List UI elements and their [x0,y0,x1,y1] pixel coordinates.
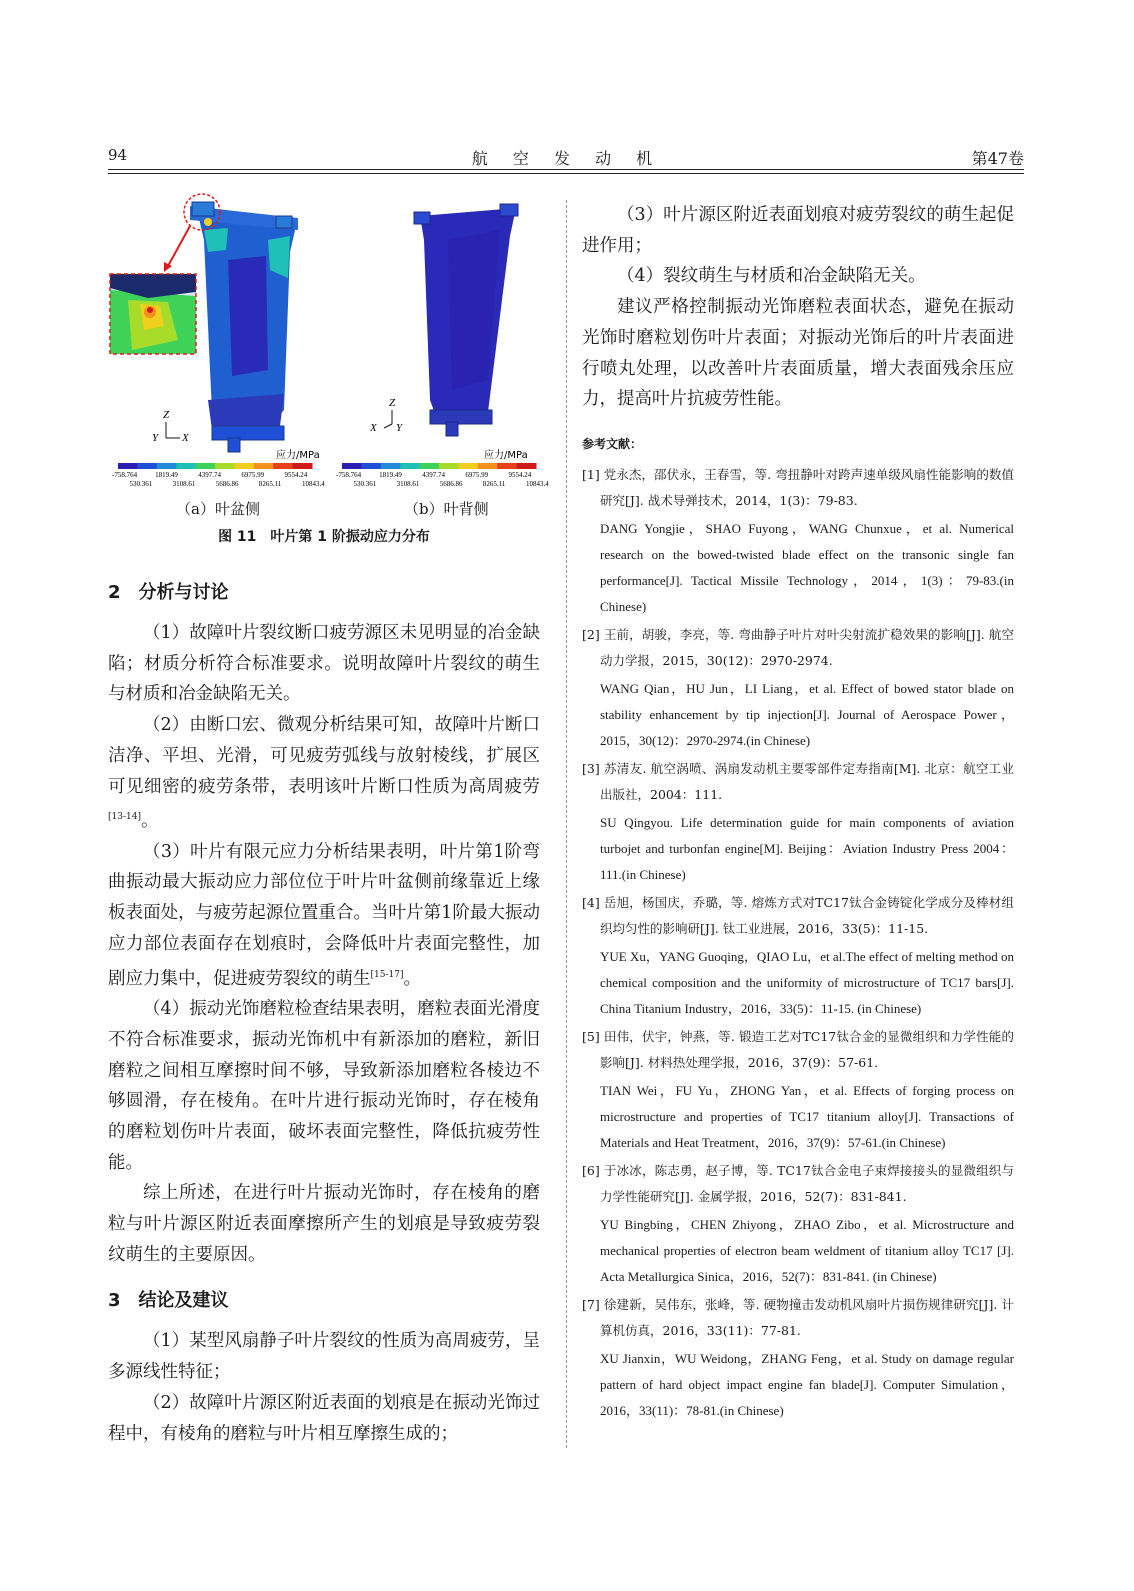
colorbar-tick-label: 9554.24 [284,471,308,479]
section-3-para-3: （3）叶片源区附近表面划痕对疲劳裂纹的萌生起促进作用； [582,205,1014,256]
colorbar-segment [254,463,274,469]
colorbar-segment [517,463,537,469]
colorbar-a [118,463,313,469]
legend-title-a: 应力/MPa [276,450,320,461]
figure-11 [108,200,549,560]
section-3-para-1: （1）某型风扇静子叶片裂纹的性质为高周疲劳，呈多源线性特征； [108,1331,540,1383]
colorbar-tick-label: 8265.11 [482,480,506,488]
reference-item-cn: [3] 苏清友. 航空涡喷、涡扇发动机主要零部件定寿指南[M]. 北京：航空工业出版社，2004：111. [582,760,1014,802]
citation: [15-17] [370,969,404,980]
colorbar-tick-label: 10843.4 [526,480,549,488]
reference-item-cn: [4] 岳旭，杨国庆，乔璐，等. 熔炼方式对TC17钛合金铸锭化学成分及棒材组织均匀性的影响研[J]. 钛工业进展，2016，33(5)：11-15. [582,894,1014,936]
colorbar-tick-label: 6975.99 [241,471,265,479]
axis-triad-b [369,397,404,434]
svg-text:X: X [182,432,189,444]
colorbar-tick-label: 3108.61 [396,480,420,488]
fe-stress-plot [108,200,549,495]
header-rule-thin [108,173,1024,174]
colorbar-segment [361,463,381,469]
svg-text:Y: Y [152,432,159,444]
colorbar-tick-label: -758.764 [112,471,138,479]
blade-a [190,202,298,452]
colorbar-segment [478,463,498,469]
reference-list [582,462,1014,1424]
colorbar-segment [273,463,293,469]
right-column [582,200,1014,1426]
reference-item-en: YU Bingbing，CHEN Zhiyong，ZHAO Zibo，et al. Microstructure and mechanical properties of electron beam weldment of titanium alloy TC17 [J]. Acta Metallurgica Sinica，2016，52(7)：831-841. (in Chinese) [600,1216,1014,1284]
reference-item-cn: [6] 于冰冰，陈志勇，赵子博，等. TC17钛合金电子束焊接接头的显微组织与力学性能研究[J]. 金属学报，2016，52(7)：831-841. [582,1162,1014,1204]
colorbar-segment [497,463,517,469]
colorbar-ticks-a [112,471,325,488]
colorbar-tick-label: 1819.49 [379,471,402,479]
colorbar-ticks-b [336,471,549,488]
colorbar-tick-label: 3108.61 [172,480,196,488]
page-number: 94 [108,146,128,164]
section-3-para-2: （2）故障叶片源区附近表面的划痕是在振动光饰过程中，有棱角的磨粒与叶片相互摩擦生成的； [108,1392,540,1444]
left-column [108,200,549,1449]
colorbar-tick-label: 8265.11 [258,480,282,488]
colorbar-segment [157,463,177,469]
colorbar-tick-label: -758.764 [336,471,362,479]
reference-item-en: YUE Xu，YANG Guoqing，QIAO Lu，et al.The effect of melting method on chemical composition and the uniformity of microstructure of TC17 bars[J]. China Titanium Industry，2016，33(5)：11-15. (in Chinese) [600,948,1014,1016]
references-heading: 参考文献： [582,436,643,451]
section-2-para-2: （2）由断口宏、微观分析结果可知，故障叶片断口洁净、平坦、光滑，可见疲劳弧线与放射棱线，扩展区可见细密的疲劳条带，表明该叶片断口性质为高周疲劳[13-14]。 [108,715,540,832]
colorbar-segment [176,463,196,469]
colorbar-segment [342,463,362,469]
colorbar-tick-label: 5686.86 [215,480,239,488]
citation: [13-14] [108,812,141,823]
svg-text:Y: Y [396,422,403,434]
inset-zoom [110,274,196,354]
colorbar-segment [420,463,440,469]
section-2-para-1: （1）故障叶片裂纹断口疲劳源区未见明显的冶金缺陷；材质分析符合标准要求。说明故障叶片裂纹的萌生与材质和冶金缺陷无关。 [108,623,540,705]
colorbar-segment [234,463,254,469]
journal-title: 航 空 发 动 机 [471,149,663,168]
figure-title: 图 11 叶片第 1 阶振动应力分布 [218,529,430,545]
reference-item-cn: [1] 党永杰，邵伏永，王春雪，等. 弯扭静叶对跨声速单级风扇性能影响的数值研究[J]. 战术导弹技术，2014，1(3)：79-83. [582,466,1014,508]
colorbar-segment [137,463,157,469]
header-rule [108,169,1024,170]
colorbar-segment [439,463,459,469]
reference-item-en: SU Qingyou. Life determination guide for main components of aviation turbojet and turbonfan engine[M]. Beijing：Aviation Industry Press 2004：111.(in Chinese) [600,814,1014,882]
colorbar-tick-label: 4397.74 [198,471,221,479]
section-3-para-4: （4）裂纹萌生与材质和冶金缺陷无关。 [617,266,926,287]
colorbar-b [342,463,537,469]
colorbar-segment [196,463,216,469]
colorbar-tick-label: 1819.49 [155,471,178,479]
colorbar-segment [381,463,401,469]
caption-b: （b）叶背侧 [404,500,489,518]
colorbar-tick-label: 530.361 [353,480,377,488]
reference-item-cn: [7] 徐建新，吴伟东，张峰，等. 硬物撞击发动机风扇叶片损伤规律研究[J]. 计算机仿真，2016，33(11)：77-81. [582,1296,1014,1338]
colorbar-tick-label: 4397.74 [422,471,445,479]
section-2-heading: 2 分析与讨论 [108,582,229,603]
colorbar-segment [293,463,313,469]
svg-text:X: X [370,422,377,434]
legend-title-b: 应力/MPa [484,450,528,461]
reference-item-en: DANG Yongjie，SHAO Fuyong，WANG Chunxue，et al. Numerical research on the bowed-twisted blade effect on the transonic single fan performance[J]. Tactical Missile Technology，2014，1(3)：79-83.(in Chinese) [600,520,1014,614]
reference-item-en: XU Jianxin，WU Weidong，ZHANG Feng，et al. Study on damage regular pattern of hard object impact engine fan blade[J]. Computer Simulation，2016，33(11)：78-81.(in Chinese) [600,1350,1014,1418]
svg-text:Z: Z [389,397,396,409]
svg-text:Z: Z [163,409,170,421]
colorbar-tick-label: 5686.86 [439,480,463,488]
volume-label: 第47卷 [971,149,1024,168]
section-2-para-3: （3）叶片有限元应力分析结果表明，叶片第1阶弯曲振动最大振动应力部位位于叶片叶盆侧前缘靠近上缘板表面处，与疲劳起源位置重合。当叶片第1阶最大振动应力部位表面存在划痕时，会降低叶片表面完整性，加剧应力集中，促进疲劳裂纹的萌生[15-17]。 [108,841,540,989]
section-2-para-4: （4）振动光饰磨粒检查结果表明，磨粒表面光滑度不符合标准要求，振动光饰机中有新添加的磨粒，新旧磨粒之间相互摩擦时间不够，导致新添加磨粒各棱边不够圆滑，存在棱角。在叶片进行振动光饰时，存在棱角的磨粒划伤叶片表面，破坏表面完整性，降低抗疲劳性能。 [108,999,540,1173]
colorbar-tick-label: 6975.99 [465,471,489,479]
reference-item-cn: [2] 王前，胡骏，李亮，等. 弯曲静子叶片对叶尖射流扩稳效果的影响[J]. 航空动力学报，2015，30(12)：2970-2974. [582,626,1014,668]
caption-a: （a）叶盆侧 [176,500,260,518]
reference-item-en: TIAN Wei，FU Yu，ZHONG Yan，et al. Effects of forging process on microstructure and properties of TC17 titanium alloy[J]. Transactions of Materials and Heat Treatment，2016，37(9)：57-61.(in Chinese) [600,1082,1014,1150]
blade-b [414,204,518,436]
colorbar-tick-label: 9554.24 [508,471,532,479]
reference-item-en: WANG Qian，HU Jun，LI Liang，et al. Effect of bowed stator blade on stability enhancement by tip injection[J]. Journal of Aerospace Power，2015，30(12)：2970-2974.(in Chinese) [600,680,1014,748]
reference-item-cn: [5] 田伟，伏宇，钟燕，等. 锻造工艺对TC17钛合金的显微组织和力学性能的影响[J]. 材料热处理学报，2016，37(9)：57-61. [582,1028,1014,1070]
colorbar-tick-label: 530.361 [129,480,153,488]
section-3-heading: 3 结论及建议 [108,1290,229,1312]
colorbar-tick-label: 10843.4 [302,480,325,488]
axis-triad-a [152,409,190,444]
colorbar-segment [215,463,235,469]
section-3-para-5: 建议严格控制振动光饰磨粒表面状态，避免在振动光饰时磨粒划伤叶片表面；对振动光饰后的叶片表面进行喷丸处理，以改善叶片表面质量，增大表面残余压应力，提高叶片抗疲劳性能。 [582,297,1014,410]
colorbar-segment [118,463,138,469]
colorbar-segment [400,463,420,469]
section-2-para-5: 综上所述，在进行叶片振动光饰时，存在棱角的磨粒与叶片源区附近表面摩擦所产生的划痕是导致疲劳裂纹萌生的主要原因。 [108,1183,540,1265]
column-divider [566,200,567,1448]
colorbar-segment [458,463,478,469]
